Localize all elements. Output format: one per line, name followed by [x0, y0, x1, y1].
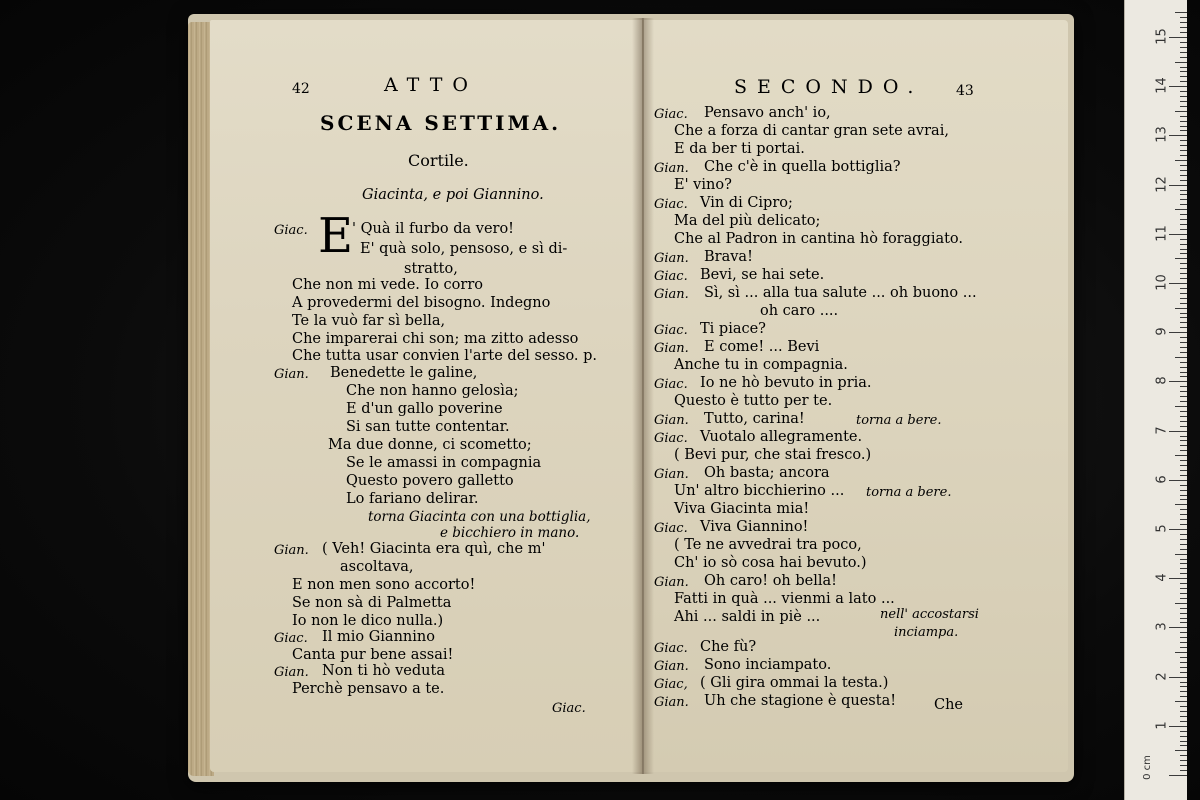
- stage-direction: torna a bere.: [866, 485, 952, 500]
- ruler-number: 7: [1154, 425, 1170, 435]
- ruler-tick: [1180, 204, 1187, 205]
- ruler-tick: [1180, 67, 1187, 68]
- speaker-label: Gian.: [654, 413, 689, 428]
- ruler-tick: [1180, 539, 1187, 540]
- ruler-tick: [1180, 672, 1187, 673]
- verse-line: Che imparerai chi son; ma zitto adesso: [292, 331, 579, 347]
- ruler-tick: [1180, 116, 1187, 117]
- ruler-tick: [1180, 436, 1187, 437]
- verse-line: Vin di Cipro;: [700, 195, 793, 211]
- catchword: Giac.: [552, 701, 586, 716]
- speaker-label: Gian.: [654, 467, 689, 482]
- ruler-tick: [1175, 209, 1187, 210]
- ruler-tick: [1169, 677, 1187, 678]
- verse-line: Viva Giacinta mia!: [674, 501, 810, 517]
- ruler-tick: [1180, 632, 1187, 633]
- ruler-tick: [1180, 253, 1187, 254]
- ruler-tick: [1180, 121, 1187, 122]
- verse-line: Sì, sì ... alla tua salute ... oh buono ...: [704, 285, 977, 301]
- verse-line: Si san tutte contentar.: [346, 419, 510, 435]
- ruler-tick: [1180, 568, 1187, 569]
- speaker-label: Gian.: [654, 251, 689, 266]
- ruler-tick: [1180, 770, 1187, 771]
- ruler-tick: [1180, 224, 1187, 225]
- ruler-tick: [1180, 327, 1187, 328]
- ruler-number: 5: [1154, 524, 1170, 533]
- ruler-number: 1: [1154, 721, 1170, 730]
- ruler-tick: [1180, 244, 1187, 245]
- ruler-tick: [1180, 126, 1187, 127]
- verse-line: Te la vuò far sì bella,: [292, 313, 446, 329]
- ruler-tick: [1180, 165, 1187, 166]
- speaker-label: Gian.: [654, 659, 689, 674]
- ruler-tick: [1175, 111, 1187, 112]
- ruler-tick: [1180, 194, 1187, 195]
- verse-line: Fatti in quà ... vienmi a lato ...: [674, 591, 895, 607]
- ruler-tick: [1169, 332, 1187, 333]
- verse-line: Ma del più delicato;: [674, 213, 821, 229]
- ruler-tick: [1180, 337, 1187, 338]
- ruler-tick: [1175, 652, 1187, 653]
- speaker-label: Gian.: [654, 161, 689, 176]
- ruler-tick: [1180, 499, 1187, 500]
- ruler-tick: [1180, 391, 1187, 392]
- ruler-tick: [1180, 642, 1187, 643]
- ruler-tick: [1180, 426, 1187, 427]
- verse-line: E non men sono accorto!: [292, 577, 476, 593]
- ruler-tick: [1180, 421, 1187, 422]
- ruler-tick: [1180, 180, 1187, 181]
- scene-setting: Cortile.: [408, 151, 469, 170]
- ruler-number: 12: [1154, 175, 1170, 193]
- ruler-tick: [1180, 239, 1187, 240]
- verse-line: ascoltava,: [340, 559, 414, 575]
- scene-title: SCENA SETTIMA.: [320, 111, 562, 135]
- ruler-tick: [1175, 357, 1187, 358]
- speaker-label: Gian.: [654, 341, 689, 356]
- ruler-tick: [1180, 352, 1187, 353]
- verse-line: Ti piace?: [700, 321, 766, 337]
- ruler-tick: [1169, 234, 1187, 235]
- ruler-tick: [1180, 440, 1187, 441]
- ruler-tick: [1180, 293, 1187, 294]
- ruler-tick: [1180, 288, 1187, 289]
- verse-line: ( Te ne avvedrai tra poco,: [674, 537, 862, 553]
- ruler-tick: [1169, 726, 1187, 727]
- ruler-tick: [1175, 62, 1187, 63]
- ruler-tick: [1169, 480, 1187, 481]
- ruler-tick: [1180, 716, 1187, 717]
- ruler-number: 10: [1154, 274, 1170, 291]
- verse-line: E d'un gallo poverine: [346, 401, 503, 417]
- ruler-tick: [1180, 706, 1187, 707]
- verse-line: Io non le dico nulla.): [292, 613, 444, 629]
- ruler-tick: [1180, 22, 1187, 23]
- ruler-tick: [1175, 750, 1187, 751]
- ruler-tick: [1180, 411, 1187, 412]
- verse-line: Se non sà di Palmetta: [292, 595, 452, 611]
- ruler-tick: [1180, 42, 1187, 43]
- ruler-tick: [1180, 190, 1187, 191]
- verse-line: Bevi, se hai sete.: [700, 267, 825, 283]
- verse-line: Che fù?: [700, 639, 757, 655]
- ruler-tick: [1180, 696, 1187, 697]
- ruler-tick: [1175, 455, 1187, 456]
- right-page-number: 43: [956, 83, 974, 99]
- ruler-tick: [1180, 52, 1187, 53]
- speaker-label: Gian.: [654, 575, 689, 590]
- ruler-tick: [1180, 17, 1187, 18]
- ruler-number: 15: [1154, 28, 1170, 45]
- ruler-tick: [1180, 465, 1187, 466]
- verse-line: Che c'è in quella bottiglia?: [704, 159, 901, 175]
- verse-line: Oh caro! oh bella!: [704, 573, 837, 589]
- ruler-tick: [1180, 559, 1187, 560]
- ruler-tick: [1180, 475, 1187, 476]
- ruler-tick: [1180, 322, 1187, 323]
- ruler-tick: [1180, 745, 1187, 746]
- verse-line: Che a forza di cantar gran sete avrai,: [674, 123, 949, 139]
- ruler-tick: [1180, 445, 1187, 446]
- ruler-number: 2: [1154, 671, 1170, 681]
- verse-line: Oh basta; ancora: [704, 465, 830, 481]
- ruler-tick: [1180, 741, 1187, 742]
- ruler-tick: [1180, 765, 1187, 766]
- verse-line: ( Bevi pur, che stai fresco.): [674, 447, 872, 463]
- verse-line: Canta pur bene assai!: [292, 647, 454, 663]
- ruler-tick: [1180, 608, 1187, 609]
- ruler-tick: [1180, 155, 1187, 156]
- ruler-tick: [1180, 524, 1187, 525]
- ruler-tick: [1180, 313, 1187, 314]
- ruler-tick: [1180, 347, 1187, 348]
- ruler-tick: [1180, 278, 1187, 279]
- ruler-tick: [1180, 32, 1187, 33]
- verse-line: Uh che stagione è questa!: [704, 693, 897, 709]
- speaker-label: Giac.: [654, 641, 688, 656]
- ruler-number: 13: [1154, 126, 1170, 144]
- ruler-tick: [1180, 549, 1187, 550]
- verse-line: ' Quà il furbo da vero!: [352, 221, 515, 237]
- verse-line: Il mio Giannino: [322, 629, 435, 645]
- stage-direction: e bicchiero in mano.: [440, 525, 580, 541]
- ruler-tick: [1180, 691, 1187, 692]
- ruler-tick: [1169, 775, 1187, 776]
- ruler-tick: [1180, 657, 1187, 658]
- verse-line: Non ti hò veduta: [322, 663, 445, 679]
- speaker-label: Giac,: [654, 677, 688, 692]
- verse-line: Ahi ... saldi in piè ...: [674, 609, 821, 625]
- verse-line: Sono inciampato.: [704, 657, 832, 673]
- ruler-tick: [1169, 627, 1187, 628]
- verse-line: Vuotalo allegramente.: [700, 429, 863, 445]
- ruler-tick: [1180, 686, 1187, 687]
- ruler-number: 8: [1154, 376, 1170, 386]
- ruler-tick: [1180, 618, 1187, 619]
- ruler-tick: [1180, 263, 1187, 264]
- verse-line: Questo è tutto per te.: [674, 393, 833, 409]
- ruler-tick: [1180, 342, 1187, 343]
- ruler-tick: [1169, 283, 1187, 284]
- ruler-tick: [1169, 135, 1187, 136]
- ruler-tick: [1180, 150, 1187, 151]
- ruler-tick: [1180, 519, 1187, 520]
- ruler-number: 4: [1154, 573, 1170, 582]
- ruler-tick: [1180, 367, 1187, 368]
- verse-line: Che non mi vede. Io corro: [292, 277, 483, 293]
- ruler-number: 3: [1154, 622, 1170, 632]
- ruler-tick: [1180, 401, 1187, 402]
- ruler-tick: [1180, 736, 1187, 737]
- verse-line: Anche tu in compagnia.: [674, 357, 848, 373]
- verse-line: Che al Padron in cantina hò foraggiato.: [674, 231, 964, 247]
- ruler-tick: [1169, 381, 1187, 382]
- verse-line: Viva Giannino!: [700, 519, 809, 535]
- ruler-tick: [1180, 199, 1187, 200]
- ruler-tick: [1169, 86, 1187, 87]
- speaker-label: Gian.: [274, 367, 309, 382]
- ruler-tick: [1180, 598, 1187, 599]
- ruler-number: 9: [1154, 327, 1170, 336]
- catchword: Che: [934, 697, 964, 713]
- ruler-tick: [1169, 185, 1187, 186]
- verse-line: ( Veh! Giacinta era quì, che m': [322, 541, 546, 557]
- ruler-tick: [1175, 603, 1187, 604]
- speaker-label: Gian.: [274, 665, 309, 680]
- ruler-tick: [1180, 450, 1187, 451]
- ruler-tick: [1180, 460, 1187, 461]
- speaker-label: Giac.: [654, 377, 688, 392]
- right-running-head: SECONDO.: [734, 76, 924, 98]
- ruler-tick: [1180, 593, 1187, 594]
- ruler-tick: [1180, 214, 1187, 215]
- verse-line: Questo povero galletto: [346, 473, 514, 489]
- ruler-tick: [1175, 701, 1187, 702]
- verse-line: E' quà solo, pensoso, e sì di-: [360, 241, 568, 257]
- ruler-tick: [1180, 534, 1187, 535]
- verse-line: E da ber ti portai.: [674, 141, 805, 157]
- verse-line: Che non hanno gelosìa;: [346, 383, 519, 399]
- ruler-tick: [1180, 647, 1187, 648]
- ruler-tick: [1175, 258, 1187, 259]
- speaker-label: Gian.: [654, 287, 689, 302]
- ruler-tick: [1169, 37, 1187, 38]
- speaker-label: Giac.: [654, 269, 688, 284]
- verse-line: Lo fariano delirar.: [346, 491, 479, 507]
- ruler-tick: [1180, 298, 1187, 299]
- verse-line: A provedermi del bisogno. Indegno: [292, 295, 551, 311]
- ruler-tick: [1180, 71, 1187, 72]
- verse-line: Benedette le galine,: [330, 365, 478, 381]
- ruler-tick: [1180, 386, 1187, 387]
- ruler-tick: [1180, 130, 1187, 131]
- ruler-tick: [1180, 170, 1187, 171]
- ruler-tick: [1180, 721, 1187, 722]
- ruler-tick: [1180, 588, 1187, 589]
- verse-line: Perchè pensavo a te.: [292, 681, 445, 697]
- ruler-tick: [1180, 396, 1187, 397]
- ruler-tick: [1175, 308, 1187, 309]
- ruler-tick: [1180, 140, 1187, 141]
- ruler-tick: [1180, 47, 1187, 48]
- speaker-label: Gian.: [274, 543, 309, 558]
- ruler-tick: [1180, 490, 1187, 491]
- ruler-tick: [1180, 145, 1187, 146]
- verse-line: ( Gli gira ommai la testa.): [700, 675, 889, 691]
- ruler-tick: [1180, 57, 1187, 58]
- stage-direction: inciampa.: [894, 625, 959, 640]
- ruler-tick: [1169, 529, 1187, 530]
- verse-line: E' vino?: [674, 177, 732, 193]
- speaker-label: Giac.: [654, 521, 688, 536]
- speaker-label: Giac.: [654, 107, 688, 122]
- ruler-tick: [1180, 303, 1187, 304]
- ruler-number: 6: [1154, 475, 1170, 484]
- ruler-tick: [1180, 268, 1187, 269]
- speaker-label: Giac.: [654, 197, 688, 212]
- ruler-tick: [1180, 81, 1187, 82]
- verse-line: Se le amassi in compagnia: [346, 455, 542, 471]
- speaker-label: Gian.: [654, 695, 689, 710]
- ruler-tick: [1180, 485, 1187, 486]
- speaker-label: Giac.: [654, 431, 688, 446]
- book-gutter: [632, 18, 654, 774]
- ruler-number: 11: [1154, 225, 1170, 242]
- ruler-tick: [1180, 509, 1187, 510]
- ruler-tick: [1169, 578, 1187, 579]
- verse-line: Brava!: [704, 249, 753, 265]
- ruler-tick: [1180, 514, 1187, 515]
- speaker-label: Giac.: [654, 323, 688, 338]
- ruler-tick: [1180, 667, 1187, 668]
- ruler-tick: [1180, 249, 1187, 250]
- verse-line: Che tutta usar convien l'arte del sesso. p.: [292, 348, 598, 364]
- ruler-tick: [1175, 160, 1187, 161]
- ruler-tick: [1180, 470, 1187, 471]
- ruler-tick: [1180, 731, 1187, 732]
- ruler-number: 14: [1154, 77, 1170, 94]
- ruler-tick: [1180, 760, 1187, 761]
- ruler-tick: [1180, 495, 1187, 496]
- verse-line: stratto,: [404, 261, 458, 277]
- left-running-head: ATTO: [384, 74, 478, 96]
- verse-line: Io ne hò bevuto in pria.: [700, 375, 872, 391]
- verse-line: Pensavo anch' io,: [704, 105, 831, 121]
- ruler-tick: [1180, 544, 1187, 545]
- ruler-tick: [1180, 362, 1187, 363]
- speaker-label: Giac.: [274, 631, 308, 646]
- ruler-tick: [1180, 175, 1187, 176]
- ruler-tick: [1180, 682, 1187, 683]
- verse-line: E come! ... Bevi: [704, 339, 820, 355]
- scene-characters: Giacinta, e poi Giannino.: [362, 187, 544, 203]
- left-page-number: 42: [292, 81, 310, 97]
- ruler-tick: [1180, 91, 1187, 92]
- ruler-tick: [1180, 96, 1187, 97]
- ruler-tick: [1180, 622, 1187, 623]
- ruler-tick: [1180, 583, 1187, 584]
- ruler-tick: [1180, 76, 1187, 77]
- ruler-tick: [1180, 229, 1187, 230]
- ruler-tick: [1175, 554, 1187, 555]
- ruler-tick: [1180, 219, 1187, 220]
- ruler-tick: [1180, 273, 1187, 274]
- stage-direction: torna a bere.: [856, 413, 942, 428]
- verse-line: Un' altro bicchierino ...: [674, 483, 845, 499]
- measurement-ruler: [1124, 0, 1187, 800]
- verse-line: oh caro ....: [760, 303, 839, 319]
- ruler-tick: [1180, 637, 1187, 638]
- stage-direction: torna Giacinta con una bottiglia,: [368, 509, 591, 525]
- speaker-label: Giac.: [274, 223, 308, 238]
- ruler-tick: [1180, 662, 1187, 663]
- ruler-tick: [1180, 573, 1187, 574]
- ruler-tick: [1169, 431, 1187, 432]
- ruler-tick: [1180, 613, 1187, 614]
- ruler-tick: [1180, 755, 1187, 756]
- verse-line: Ch' io sò cosa hai bevuto.): [674, 555, 867, 571]
- ruler-tick: [1180, 372, 1187, 373]
- ruler-tick: [1180, 416, 1187, 417]
- stage-direction: nell' accostarsi: [880, 607, 979, 622]
- ruler-tick: [1180, 317, 1187, 318]
- ruler-tick: [1175, 504, 1187, 505]
- ruler-tick: [1180, 106, 1187, 107]
- verse-line: Ma due donne, ci scometto;: [328, 437, 532, 453]
- ruler-unit-label: 0 cm: [1141, 755, 1153, 780]
- ruler-tick: [1180, 563, 1187, 564]
- ruler-tick: [1180, 27, 1187, 28]
- ruler-tick: [1180, 376, 1187, 377]
- ruler-tick: [1175, 12, 1187, 13]
- ruler-tick: [1175, 406, 1187, 407]
- drop-cap: E: [318, 208, 354, 264]
- ruler-tick: [1180, 711, 1187, 712]
- verse-line: Tutto, carina!: [704, 411, 805, 427]
- ruler-tick: [1180, 101, 1187, 102]
